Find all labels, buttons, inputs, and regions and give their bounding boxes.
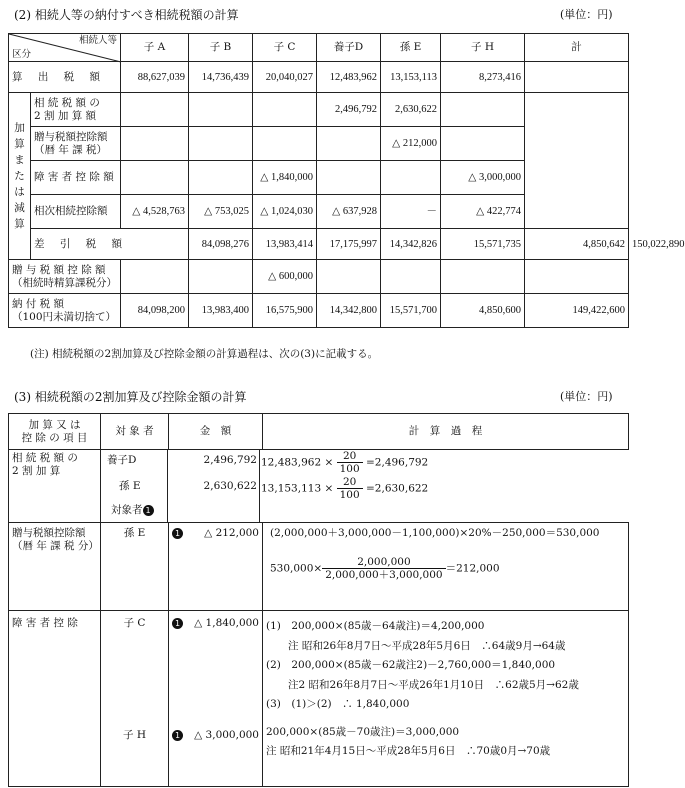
cell <box>441 260 525 294</box>
header-line: 加 算 又 は <box>28 418 81 431</box>
header-item <box>9 414 101 450</box>
numerator: 20 <box>337 450 363 463</box>
cell: 15,571,700 <box>381 294 441 328</box>
cell: 2,630,622 <box>381 93 441 127</box>
cell <box>121 260 189 294</box>
label-line: 相 続 税 額 の <box>34 96 100 109</box>
person-h: 子 H <box>123 729 146 741</box>
row-sanshutsu <box>9 62 629 93</box>
cell <box>381 161 441 195</box>
amount-e: 2,630,622 <box>203 480 257 492</box>
calc-table <box>8 413 629 787</box>
fraction <box>337 476 363 501</box>
label-zoyo <box>31 127 121 161</box>
cell <box>441 93 525 127</box>
cell <box>525 260 629 294</box>
cell: 2,496,792 <box>317 93 381 127</box>
calc-row-niwari <box>9 450 629 523</box>
group-label <box>9 93 31 260</box>
section2-note: (注) 相続税額の2割加算及び控除金額の計算過程は、次の(3)に記載する。 <box>30 348 379 360</box>
header-line: 控 除 の 項 目 <box>21 431 88 444</box>
label-shogai: 障 害 者 控 除 額 <box>31 161 121 195</box>
person-c: 子 C <box>123 617 146 629</box>
process-shogai <box>263 611 629 787</box>
target-label: 対象者 <box>111 504 143 516</box>
cell <box>253 93 317 127</box>
label-line: 2 割 加 算 <box>12 465 61 477</box>
corner-bottom: 区分 <box>12 49 32 60</box>
cell <box>121 93 189 127</box>
circled-number-icon: 1 <box>172 730 183 741</box>
header-a: 子 A <box>121 34 189 62</box>
circled-number-icon: 1 <box>172 528 183 539</box>
shogai-line: (3) (1)＞(2) ∴ 1,840,000 <box>266 698 410 710</box>
amount-zoyo: △ 212,000 <box>204 527 259 539</box>
formula-text: 13,153,113 × <box>261 482 334 495</box>
cell: 14,342,826 <box>381 229 441 260</box>
cell: 14,342,800 <box>317 294 381 328</box>
cell: 13,983,400 <box>189 294 253 328</box>
label-niwari <box>31 93 121 127</box>
denominator: 2,000,000＋3,000,000 <box>325 569 443 581</box>
shogai-line: (2) 200,000×(85歳－62歳注2)－2,760,000＝1,840,000 <box>266 659 556 671</box>
label-line: 贈 与 税 額 控 除 額 <box>12 263 106 276</box>
header-total: 計 <box>525 34 629 62</box>
cell: 8,273,416 <box>441 62 525 93</box>
section3-unit: (単位：円) <box>560 390 613 403</box>
group-char: は <box>14 186 25 198</box>
amount-h: △ 3,000,000 <box>194 729 259 741</box>
cell: 15,571,735 <box>441 229 525 260</box>
cell <box>525 93 629 229</box>
item-zoyo <box>9 523 101 611</box>
circled-number-icon: 1 <box>143 505 154 516</box>
label-line: 2 割 加 算 額 <box>34 109 97 122</box>
header-process: 計 算 過 程 <box>263 414 629 450</box>
cell: 20,040,027 <box>253 62 317 93</box>
cell: 84,098,276 <box>189 229 253 260</box>
label-line: （暦 年 課 税 分） <box>12 540 99 552</box>
cell <box>253 127 317 161</box>
fraction <box>322 556 445 581</box>
cell: 13,153,113 <box>381 62 441 93</box>
zoyo-formula <box>270 556 625 581</box>
cell <box>121 161 189 195</box>
calc-row-shogai <box>9 611 629 787</box>
divider <box>259 450 260 522</box>
header-amount: 金 額 <box>169 414 263 450</box>
person-zoyo: 孫 E <box>101 523 169 611</box>
denominator: 100 <box>339 463 360 475</box>
amount-c: △ 1,840,000 <box>194 617 259 629</box>
header-c: 子 C <box>253 34 317 62</box>
row-zoyo2 <box>9 260 629 294</box>
section2-unit: (単位：円) <box>560 8 613 21</box>
shogai-line: 注 昭和26年8月7日～平成28年5月6日 ∴64歳9月→64歳 <box>288 639 566 652</box>
label-line: （暦 年 課 税） <box>34 143 108 156</box>
numerator: 20 <box>337 476 363 489</box>
label-soji: 相次相続控除額 <box>31 195 121 229</box>
corner-cell <box>9 34 121 62</box>
header-person: 対 象 者 <box>101 414 169 450</box>
tax-table <box>8 33 685 328</box>
label-line: （相続時精算課税分） <box>12 276 117 289</box>
persons-shogai <box>101 611 169 787</box>
cell: △ 1,840,000 <box>253 161 317 195</box>
divider <box>167 450 168 522</box>
cell <box>525 62 629 93</box>
amounts-shogai <box>169 611 263 787</box>
shogai-line: 注 昭和21年4月15日～平成28年5月6日 ∴70歳0月→70歳 <box>266 745 551 757</box>
cell: △ 422,774 <box>441 195 525 229</box>
person-d: 養子D <box>107 454 137 466</box>
formula-text: 12,483,962 × <box>261 456 334 469</box>
person-e: 孫 E <box>119 480 141 492</box>
cell: △ 212,000 <box>381 127 441 161</box>
formula-d <box>261 450 428 475</box>
cell <box>189 161 253 195</box>
label-line: （100円未満切捨て） <box>12 310 117 323</box>
header-d: 養子D <box>317 34 381 62</box>
calc-row-zoyo <box>9 523 629 611</box>
formula-e <box>261 476 428 501</box>
label-line: 相 続 税 額 の <box>12 452 78 464</box>
header-e: 孫 E <box>381 34 441 62</box>
label-sanshutsu: 算 出 税 額 <box>9 62 121 93</box>
cell: 16,575,900 <box>253 294 317 328</box>
label-zoyo2 <box>9 260 121 294</box>
cell: 4,850,642 <box>525 229 629 260</box>
row-nofu <box>9 294 629 328</box>
cell <box>189 93 253 127</box>
calc-header-row <box>9 414 629 450</box>
circled-number-icon: 1 <box>172 618 183 629</box>
cell <box>189 260 253 294</box>
label-line: 贈与税額控除額 <box>12 527 86 539</box>
header-b: 子 B <box>189 34 253 62</box>
group-char: ま <box>14 154 25 166</box>
cell: △ 600,000 <box>253 260 317 294</box>
section2-title: (2) 相続人等の納付すべき相続税額の計算 <box>14 8 239 22</box>
niwari-content <box>101 450 629 523</box>
zoyo-line1: (2,000,000＋3,000,000－1,100,000)×20%－250,000＝530,000 <box>270 527 600 539</box>
cell: 149,422,600 <box>525 294 629 328</box>
cell <box>121 127 189 161</box>
fraction <box>337 450 363 475</box>
label-line: 贈与税額控除額 <box>34 130 108 143</box>
group-char: 減 <box>14 202 25 214</box>
corner-top: 相続人等 <box>78 35 117 46</box>
cell: 4,850,600 <box>441 294 525 328</box>
cell <box>381 260 441 294</box>
item-niwari <box>9 450 101 523</box>
cell <box>441 127 525 161</box>
cell: △ 637,928 <box>317 195 381 229</box>
cell <box>189 127 253 161</box>
denominator: 100 <box>339 489 360 501</box>
process-zoyo <box>263 523 629 611</box>
cell: △ 4,528,763 <box>121 195 189 229</box>
group-char: 加 <box>14 122 25 134</box>
group-char: た <box>14 170 25 182</box>
header-h: 子 H <box>441 34 525 62</box>
formula-text: 530,000× <box>270 562 323 575</box>
cell: 17,175,997 <box>317 229 381 260</box>
group-char: 算 <box>14 138 25 150</box>
cell <box>317 127 381 161</box>
cell: － <box>381 195 441 229</box>
cell: 12,483,962 <box>317 62 381 93</box>
cell: △ 1,024,030 <box>253 195 317 229</box>
cell <box>317 161 381 195</box>
formula-text: ＝212,000 <box>445 562 500 575</box>
row-sashihiki: 差 引 税 額 84,098,276 13,983,414 17,175,997 14,342,826 15,571,735 4,850,642 150,022,890 <box>9 229 629 260</box>
amount-zoyo-cell <box>169 523 263 611</box>
label-nofu <box>9 294 121 328</box>
cell: △ 753,025 <box>189 195 253 229</box>
cell: 14,736,439 <box>189 62 253 93</box>
shogai-line: 200,000×(85歳－70歳注)＝3,000,000 <box>266 725 460 738</box>
numerator: 2,000,000 <box>322 556 445 569</box>
section3-title: (3) 相続税額の2割加算及び控除金額の計算 <box>14 390 247 404</box>
shogai-line: (1) 200,000×(85歳－64歳注)＝4,200,000 <box>266 620 485 632</box>
cell: 88,627,039 <box>121 62 189 93</box>
target-note <box>111 504 154 517</box>
cell: △ 3,000,000 <box>441 161 525 195</box>
row-niwari <box>9 93 629 127</box>
label-sashihiki: 差 引 税 額 <box>31 229 189 260</box>
cell: 84,098,200 <box>121 294 189 328</box>
label-line: 納 付 税 額 <box>12 297 65 310</box>
amount-d: 2,496,792 <box>203 454 257 466</box>
cell <box>317 260 381 294</box>
item-shogai: 障 害 者 控 除 <box>9 611 101 787</box>
formula-text: =2,630,622 <box>366 482 429 495</box>
shogai-line: 注2 昭和26年8月7日～平成26年1月10日 ∴62歳5月→62歳 <box>288 678 579 691</box>
group-char: 算 <box>14 218 25 230</box>
cell: 13,983,414 <box>253 229 317 260</box>
formula-text: =2,496,792 <box>366 456 429 469</box>
